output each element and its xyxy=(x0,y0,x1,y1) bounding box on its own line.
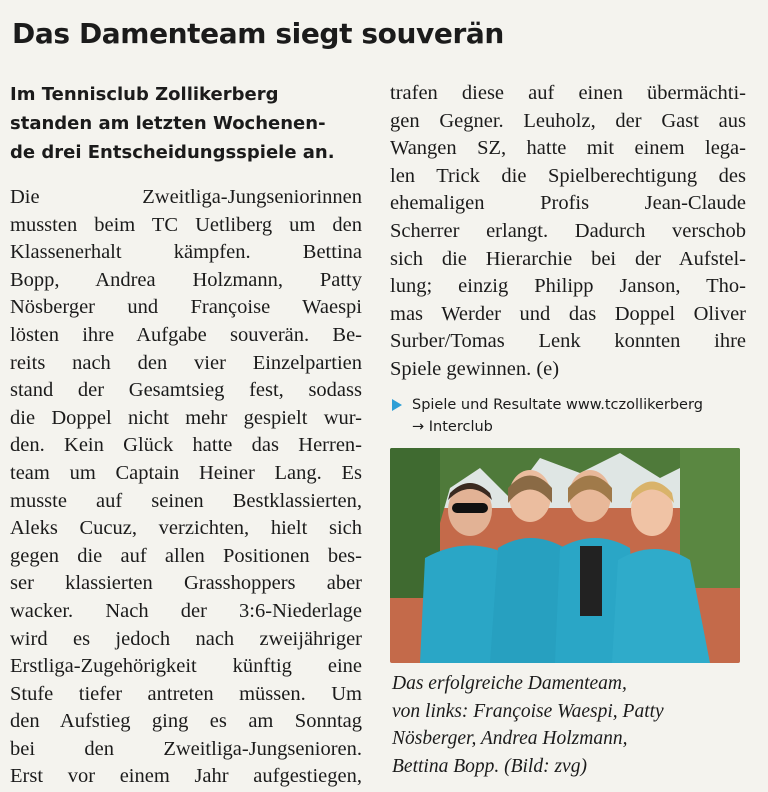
arrow-right-icon xyxy=(392,399,402,411)
body-text-right xyxy=(390,80,746,384)
right-column xyxy=(390,80,746,438)
text-line: Die Zweitliga-Jungseniorinnen xyxy=(10,186,362,208)
text-line: Scherrer erlangt. Dadurch verschob xyxy=(390,219,746,242)
text-line: den. Kein Glück hatte das Herren- xyxy=(10,434,362,457)
text-line: mussten beim TC Uetliberg um den xyxy=(10,213,362,236)
text-line: Erstliga-Zugehörigkeit künftig eine xyxy=(10,655,362,678)
text-line: lösten ihre Aufgabe souverän. Be- xyxy=(10,323,362,346)
caption-line: Das erfolgreiche Damenteam, xyxy=(392,673,627,694)
text-line: gen Gegner. Leuholz, der Gast aus xyxy=(390,109,746,132)
text-line: Wangen SZ, hatte mit einem lega- xyxy=(390,137,746,160)
text-line: mas Werder und das Doppel Oliver xyxy=(390,302,746,325)
text-line: trafen diese auf einen übermächti- xyxy=(390,82,746,104)
text-line: sich die Hierarchie bei der Aufstel- xyxy=(390,247,746,270)
text-line: bei den Zweitliga-Jungsenioren. xyxy=(10,737,362,760)
text-line: wird es jedoch nach zweijähriger xyxy=(10,627,362,650)
text-line: Stufe tiefer antreten müssen. Um xyxy=(10,682,362,705)
text-line: Erst vor einem Jahr aufgestiegen, xyxy=(10,765,362,788)
info-box xyxy=(390,394,746,438)
text-line: len Trick die Spielberechtigung des xyxy=(390,164,746,187)
team-photo xyxy=(390,448,740,663)
text-line: Surber/Tomas Lenk konnten ihre xyxy=(390,330,746,353)
text-line: gegen die auf allen Positionen bes- xyxy=(10,544,362,567)
lead-paragraph xyxy=(10,80,362,167)
text-line: lung; einzig Philipp Janson, Tho- xyxy=(390,275,746,298)
text-line: Spiele gewinnen. (e) xyxy=(390,357,560,380)
lead-line: Im Tennisclub Zollikerberg xyxy=(10,84,279,105)
text-line: ser klassierten Grasshoppers aber xyxy=(10,572,362,595)
caption-line: von links: Françoise Waespi, Patty xyxy=(392,700,664,722)
info-link-text[interactable]: → Interclub xyxy=(412,418,493,435)
caption-line: Nösberger, Andrea Holzmann, xyxy=(392,728,628,749)
text-line: ehemaligen Profis Jean-Claude xyxy=(390,192,746,215)
text-line: musste auf seinen Bestklassierten, xyxy=(10,489,362,512)
left-column xyxy=(10,80,362,791)
text-line: Bopp, Andrea Holzmann, Patty xyxy=(10,268,362,291)
caption-line: Bettina Bopp. (Bild: zvg) xyxy=(392,755,587,777)
lead-line: de drei Entscheidungsspiele an. xyxy=(10,142,335,163)
text-line: Klassenerhalt kämpfen. Bettina xyxy=(10,241,362,264)
text-line: den Aufstieg ging es am Sonntag xyxy=(10,710,362,733)
photo-caption xyxy=(392,670,752,780)
text-line: reits nach den vier Einzelpartien xyxy=(10,351,362,374)
text-line: team um Captain Heiner Lang. Es xyxy=(10,461,362,484)
text-line: Aleks Cucuz, verzichten, hielt sich xyxy=(10,517,362,540)
info-link-text[interactable]: Spiele und Resultate www.tczollikerberg xyxy=(412,396,703,413)
text-line: die Doppel nicht mehr gespielt wur- xyxy=(10,406,362,429)
headline: Das Damenteam siegt souverän xyxy=(12,17,504,50)
body-text-left xyxy=(10,184,362,791)
text-line: wacker. Nach der 3:6-Niederlage xyxy=(10,599,362,622)
photo-illustration xyxy=(390,448,740,663)
text-line: stand der Gesamtsieg fest, sodass xyxy=(10,379,362,402)
lead-line: standen am letzten Wochenen- xyxy=(10,113,326,134)
text-line: Nösberger und Françoise Waespi xyxy=(10,296,362,319)
